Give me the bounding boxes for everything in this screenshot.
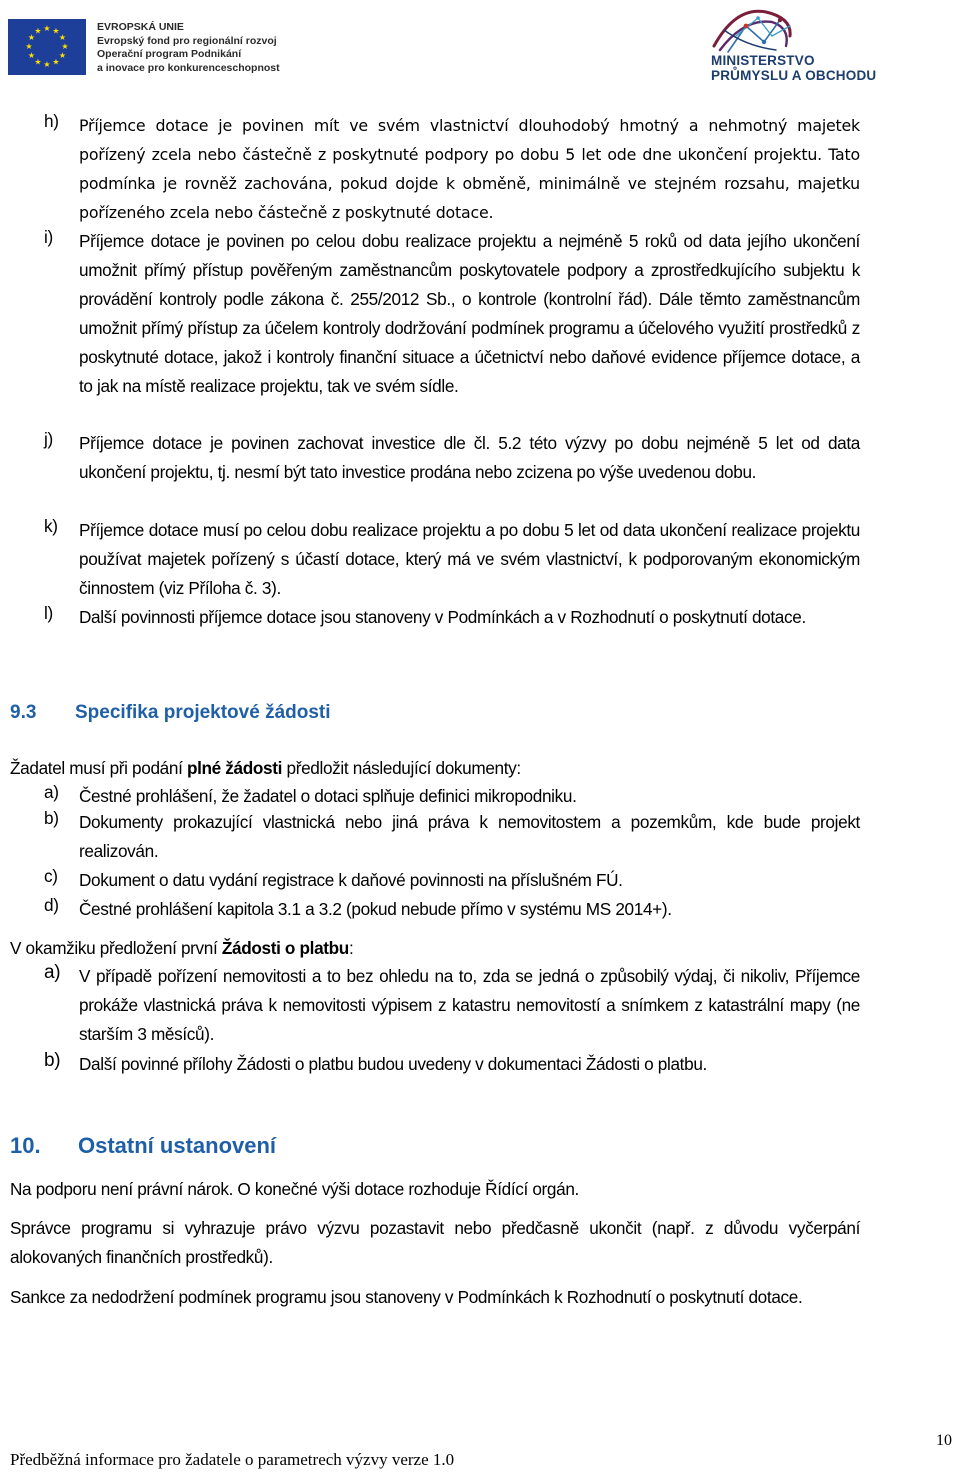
paragraph: Na podporu není právní nárok. O konečné výši dotace rozhoduje Řídící orgán. <box>10 1179 579 1199</box>
svg-text:★: ★ <box>52 57 60 67</box>
svg-text:★: ★ <box>58 51 67 60</box>
list-marker: c) <box>44 866 58 886</box>
list-item <box>44 808 860 866</box>
list-item <box>44 603 860 632</box>
list-item-text: Další povinnosti příjemce dotace jsou stanoveny v Podmínkách a v Rozhodnutí o poskytnutí dotace. <box>79 607 806 627</box>
list-marker: a) <box>44 782 59 802</box>
section-title: Ostatní ustanovení <box>78 1133 277 1158</box>
list-item-text: Příjemce dotace je povinen po celou dobu realizace projektu a nejméně 5 roků od data jejího ukončení umožnit přímý přístup pověřeným zaměstnancům poskytovatele podpory a zprostředkujícího subjektu k provádění kontroly podle zákona č. 255/2012 Sb., o kontrole (kontrolní řád). Dále těmto zaměstnancům umožnit přímý přístup za účelem kontroly dodržování podmínek programu a účelového využití prostředků z poskytnuté dotace, jakož i kontroly finanční situace a účetnictví nebo daňové evidence příjemce dotace, a to jak na místě realizace projektu, tak ve svém sídle. <box>79 231 860 396</box>
eu-program-text <box>97 21 280 75</box>
list-item-text: Příjemce dotace je povinen zachovat investice dle čl. 5.2 této výzvy po dobu nejméně 5 let od data ukončení projektu, tj. nesmí být tato investice prodána nebo zcizena po výše uvedenou dobu. <box>79 433 860 482</box>
list-item <box>44 782 860 811</box>
svg-text:★: ★ <box>25 42 33 51</box>
ministry-logo-icon <box>706 6 800 58</box>
eu-line: a inovace pro konkurenceschopnost <box>97 61 280 74</box>
page-number: 10 <box>936 1432 952 1449</box>
eu-line: EVROPSKÁ UNIE <box>97 21 184 33</box>
list-item-text: Dokumenty prokazující vlastnická nebo jiná práva k nemovitostem a pozemkům, kde bude projekt realizován. <box>79 812 860 861</box>
list-marker: l) <box>44 603 53 623</box>
paragraph: Správce programu si vyhrazuje právo výzvu pozastavit nebo předčasně ukončit (např. z důvodu vyčerpání alokovaných finančních prostředků). <box>10 1218 860 1267</box>
payment-text: : <box>348 938 354 958</box>
footer-text: Předběžná informace pro žadatele o parametrech výzvy verze 1.0 <box>10 1450 455 1469</box>
list-marker: d) <box>44 895 59 915</box>
page-header <box>0 0 960 90</box>
list-item <box>44 516 860 603</box>
intro-text: Žadatel musí při podání <box>10 758 187 778</box>
eu-line: Operační program Podnikání <box>97 48 242 60</box>
list-item <box>44 866 860 895</box>
list-marker: h) <box>44 111 59 131</box>
list-marker: a) <box>44 962 61 983</box>
paragraph: Sankce za nedodržení podmínek programu jsou stanoveny v Podmínkách k Rozhodnutí o poskytnutí dotace. <box>10 1287 803 1307</box>
list-item-text: Dokument o datu vydání registrace k daňové povinnosti na příslušném FÚ. <box>79 870 623 890</box>
svg-text:★: ★ <box>61 42 69 51</box>
svg-text:★: ★ <box>43 24 51 33</box>
svg-text:★: ★ <box>34 57 42 67</box>
list-item-text: Příjemce dotace je povinen mít ve svém vlastnictví dlouhodobý hmotný a nehmotný majetek pořízený zcela nebo částečně z poskytnuté podpory po dobu 5 let ode dne ukončení projektu. Tato podmínka je rovněž zachována, pokud dojde k obměně, minimálně ve stejném rozsahu, majetku pořízeného zcela nebo částečně z poskytnuté dotace. <box>79 116 860 222</box>
section-number: 10. <box>10 1133 41 1158</box>
list-item-text: Čestné prohlášení kapitola 3.1 a 3.2 (pokud nebude přímo v systému MS 2014+). <box>79 899 672 919</box>
list-marker: j) <box>44 429 53 449</box>
list-item <box>44 895 860 924</box>
svg-text:★: ★ <box>27 51 36 60</box>
svg-text:★: ★ <box>52 26 60 36</box>
svg-text:★: ★ <box>58 33 67 42</box>
payment-intro <box>10 934 860 963</box>
list-item-text: V případě pořízení nemovitosti a to bez ohledu na to, zda se jedná o způsobilý výdaj, či nikoliv, Příjemce prokáže vlastnická práva k nemovitosti výpisem z katastru nemovitostí a snímkem z katastrální mapy (ne starším 3 měsíců). <box>79 966 860 1044</box>
section-heading <box>10 1133 276 1159</box>
list-item <box>44 1050 860 1079</box>
list-item-text: Příjemce dotace musí po celou dobu realizace projektu a po dobu 5 let od data ukončení realizace projektu používat majetek pořízený s účastí dotace, který má ve svém vlastnictví, k podporovaným ekonomickým činnostem (viz Příloha č. 3). <box>79 520 860 598</box>
list-marker: b) <box>44 808 59 828</box>
eu-line: Evropský fond pro regionální rozvoj <box>97 34 277 47</box>
list-item <box>44 429 860 487</box>
ministry-name <box>711 53 876 83</box>
list-item <box>44 227 860 401</box>
list-marker: b) <box>44 1050 61 1071</box>
section-title: Specifika projektové žádosti <box>75 702 331 723</box>
intro-paragraph <box>10 754 860 783</box>
list-item <box>44 962 860 1049</box>
svg-text:★: ★ <box>34 26 42 36</box>
list-item-text: Další povinné přílohy Žádosti o platbu budou uvedeny v dokumentaci Žádosti o platbu. <box>79 1054 707 1074</box>
intro-text: předložit následující dokumenty: <box>282 758 521 778</box>
list-item <box>44 111 860 227</box>
section-number: 9.3 <box>10 702 37 723</box>
section-heading <box>10 702 331 724</box>
payment-emphasis: Žádosti o platbu <box>221 938 349 958</box>
ministry-line: MINISTERSTVO <box>711 53 815 68</box>
intro-emphasis: plné žádosti <box>186 758 283 778</box>
payment-text: V okamžiku předložení první <box>10 938 222 958</box>
svg-text:★: ★ <box>27 33 36 42</box>
ministry-line: PRŮMYSLU A OBCHODU <box>711 68 877 83</box>
list-marker: i) <box>44 227 53 247</box>
eu-flag-icon <box>8 19 86 75</box>
list-item-text: Čestné prohlášení, že žadatel o dotaci splňuje definici mikropodniku. <box>79 786 577 806</box>
list-marker: k) <box>44 516 58 536</box>
svg-text:★: ★ <box>43 60 51 69</box>
